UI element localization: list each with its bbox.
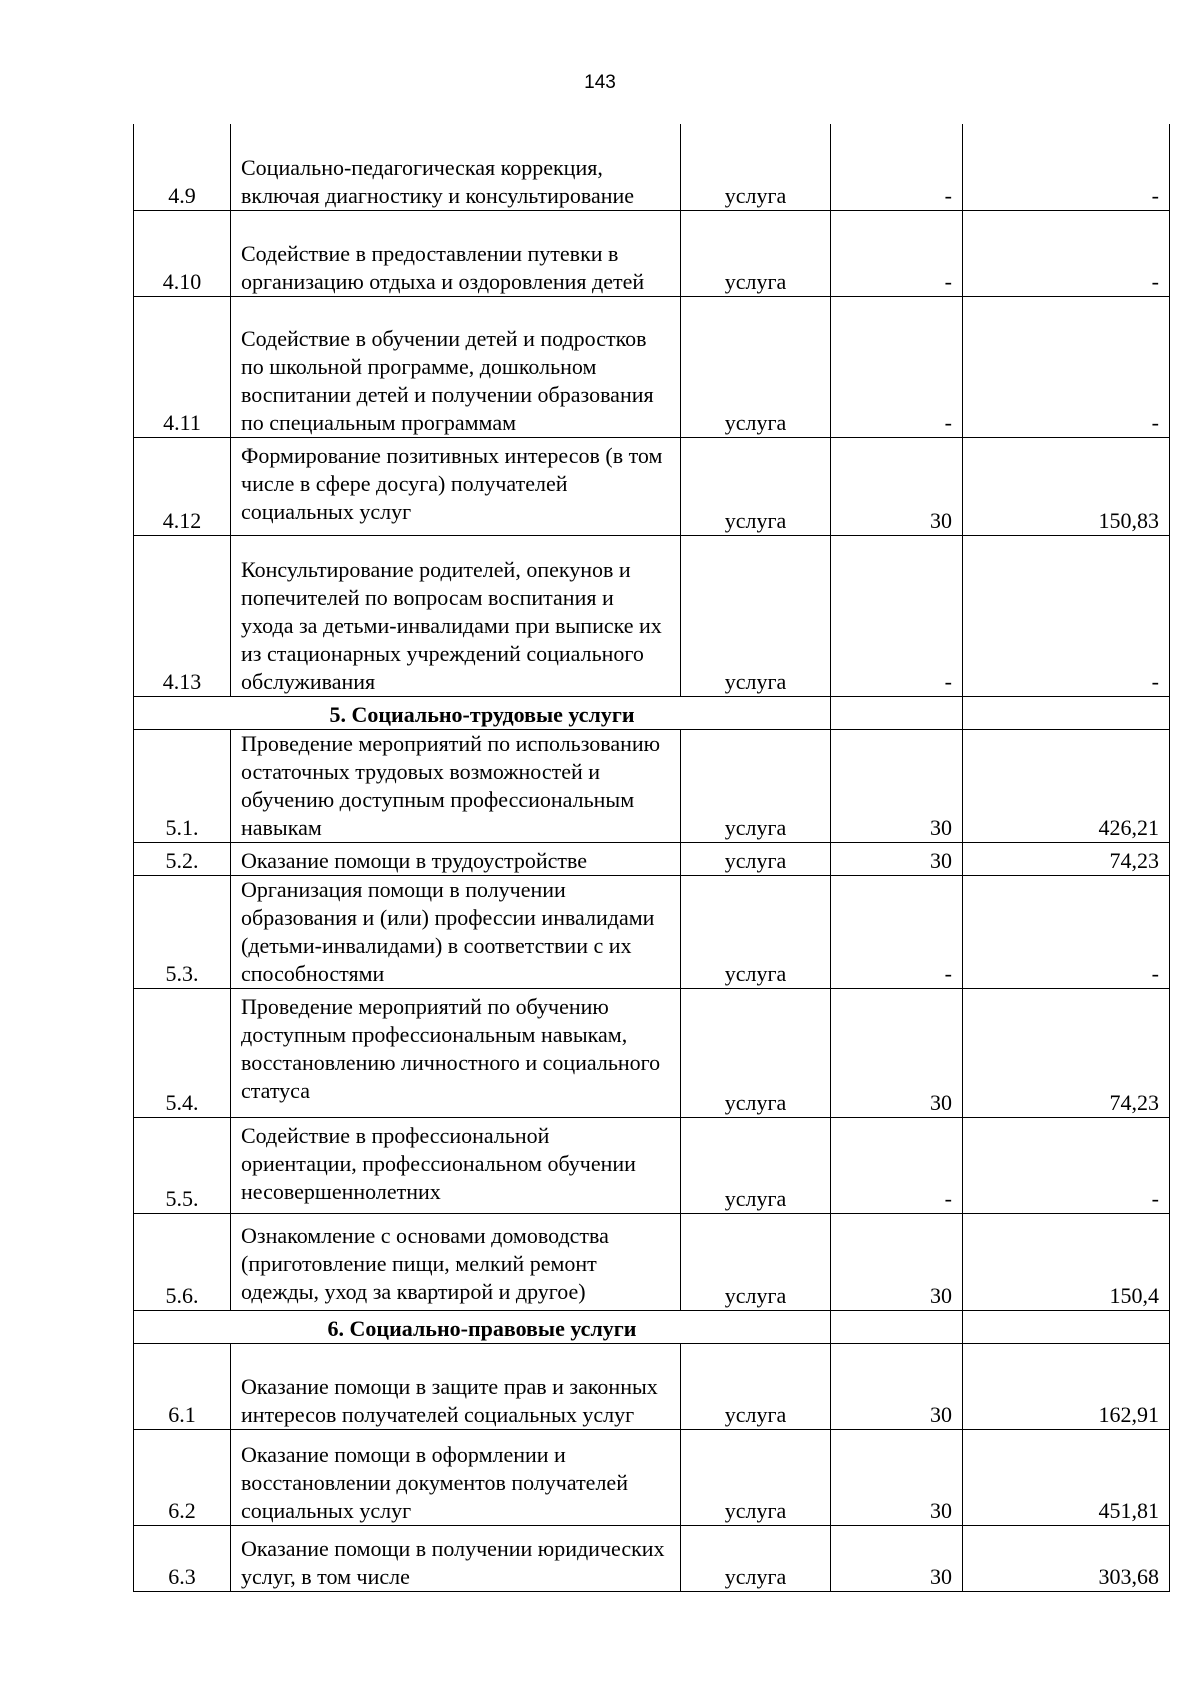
empty-cell (831, 1310, 963, 1343)
table-row (134, 124, 1170, 210)
table-row (134, 842, 1170, 875)
row-number: 6.1 (134, 1343, 231, 1429)
price-cell: 74,23 (963, 842, 1170, 875)
unit-cell: услуга (681, 124, 831, 210)
price-cell: 150,4 (963, 1213, 1170, 1310)
row-number: 4.12 (134, 437, 231, 535)
quantity-cell: 30 (831, 1213, 963, 1310)
table-row (134, 875, 1170, 988)
unit-cell: услуга (681, 1117, 831, 1213)
quantity-cell: - (831, 124, 963, 210)
service-name: Содействие в обучении детей и подростков по школьной программе, дошкольном воспитании детей и получении образования по специальным программам (231, 296, 681, 437)
service-name: Оказание помощи в трудоустройстве (231, 842, 681, 875)
price-cell: 426,21 (963, 729, 1170, 842)
price-cell: - (963, 124, 1170, 210)
quantity-cell: 30 (831, 729, 963, 842)
row-number: 6.3 (134, 1525, 231, 1591)
price-cell: 162,91 (963, 1343, 1170, 1429)
quantity-cell: 30 (831, 1525, 963, 1591)
price-cell: - (963, 535, 1170, 696)
row-number: 5.2. (134, 842, 231, 875)
row-number: 5.4. (134, 988, 231, 1117)
table-row (134, 988, 1170, 1117)
quantity-cell: 30 (831, 1429, 963, 1525)
price-cell: 451,81 (963, 1429, 1170, 1525)
service-name: Организация помощи в получении образования и (или) профессии инвалидами (детьми-инвалидами) в соответствии с их способностями (231, 875, 681, 988)
page-number: 143 (584, 72, 616, 93)
unit-cell: услуга (681, 729, 831, 842)
table-row (134, 437, 1170, 535)
service-name: Оказание помощи в защите прав и законных интересов получателей социальных услуг (231, 1343, 681, 1429)
table-row (134, 1213, 1170, 1310)
price-cell: 74,23 (963, 988, 1170, 1117)
table-row (134, 296, 1170, 437)
row-number: 4.13 (134, 535, 231, 696)
unit-cell: услуга (681, 535, 831, 696)
service-name: Оказание помощи в получении юридических услуг, в том числе (231, 1525, 681, 1591)
unit-cell: услуга (681, 988, 831, 1117)
service-name: Формирование позитивных интересов (в том числе в сфере досуга) получателей социальных услуг (231, 437, 681, 535)
empty-cell (831, 696, 963, 729)
quantity-cell: 30 (831, 1343, 963, 1429)
unit-cell: услуга (681, 210, 831, 296)
row-number: 5.1. (134, 729, 231, 842)
section-row (134, 696, 1170, 729)
unit-cell: услуга (681, 842, 831, 875)
empty-cell (963, 1310, 1170, 1343)
service-name: Содействие в предоставлении путевки в организацию отдыха и оздоровления детей (231, 210, 681, 296)
unit-cell: услуга (681, 1429, 831, 1525)
row-number: 5.3. (134, 875, 231, 988)
row-number: 4.9 (134, 124, 231, 210)
section-title: 5. Социально-трудовые услуги (134, 696, 831, 729)
service-name: Оказание помощи в оформлении и восстановлении документов получателей социальных услуг (231, 1429, 681, 1525)
row-number: 5.6. (134, 1213, 231, 1310)
unit-cell: услуга (681, 437, 831, 535)
quantity-cell: 30 (831, 437, 963, 535)
service-name: Консультирование родителей, опекунов и попечителей по вопросам воспитания и ухода за детьми-инвалидами при выписке их из стационарных учреждений социального обслуживания (231, 535, 681, 696)
table-row (134, 1429, 1170, 1525)
price-cell: - (963, 210, 1170, 296)
unit-cell: услуга (681, 1525, 831, 1591)
service-name: Содействие в профессиональной ориентации, профессиональном обучении несовершеннолетних (231, 1117, 681, 1213)
unit-cell: услуга (681, 1343, 831, 1429)
quantity-cell: - (831, 1117, 963, 1213)
table-row (134, 210, 1170, 296)
row-number: 4.10 (134, 210, 231, 296)
price-cell: - (963, 875, 1170, 988)
quantity-cell: - (831, 875, 963, 988)
service-name: Социально-педагогическая коррекция, включая диагностику и консультирование (231, 124, 681, 210)
quantity-cell: - (831, 535, 963, 696)
quantity-cell: - (831, 296, 963, 437)
table-row (134, 729, 1170, 842)
empty-cell (963, 696, 1170, 729)
section-title: 6. Социально-правовые услуги (134, 1310, 831, 1343)
row-number: 5.5. (134, 1117, 231, 1213)
service-name: Проведение мероприятий по использованию остаточных трудовых возможностей и обучению доступным профессиональным навыкам (231, 729, 681, 842)
services-table (133, 124, 1170, 1592)
table-row (134, 1117, 1170, 1213)
quantity-cell: 30 (831, 842, 963, 875)
unit-cell: услуга (681, 1213, 831, 1310)
section-row (134, 1310, 1170, 1343)
row-number: 4.11 (134, 296, 231, 437)
quantity-cell: - (831, 210, 963, 296)
table-row (134, 1525, 1170, 1591)
table-row (134, 1343, 1170, 1429)
price-cell: 303,68 (963, 1525, 1170, 1591)
price-cell: - (963, 1117, 1170, 1213)
unit-cell: услуга (681, 296, 831, 437)
row-number: 6.2 (134, 1429, 231, 1525)
quantity-cell: 30 (831, 988, 963, 1117)
price-cell: - (963, 296, 1170, 437)
table-row (134, 535, 1170, 696)
service-name: Проведение мероприятий по обучению доступным профессиональным навыкам, восстановлению личностного и социального статуса (231, 988, 681, 1117)
unit-cell: услуга (681, 875, 831, 988)
price-cell: 150,83 (963, 437, 1170, 535)
service-name: Ознакомление с основами домоводства (приготовление пищи, мелкий ремонт одежды, уход за квартирой и другое) (231, 1213, 681, 1310)
